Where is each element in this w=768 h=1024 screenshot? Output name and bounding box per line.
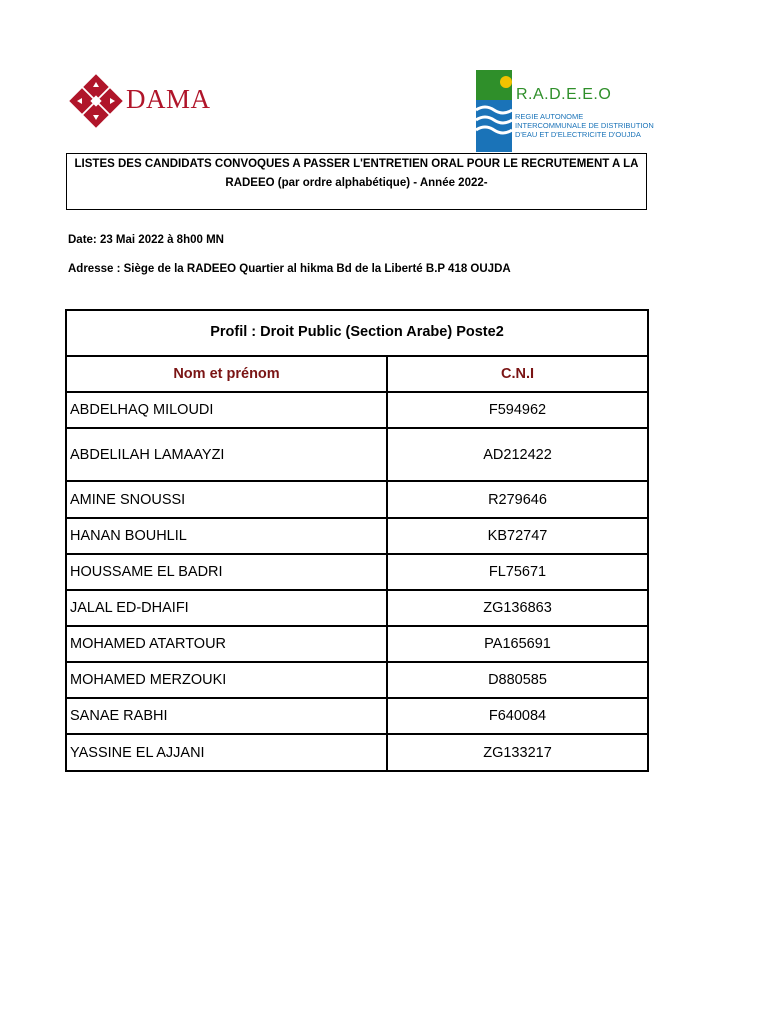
column-header-cni: C.N.I [500,366,535,382]
table-row [67,519,647,555]
candidate-name: MOHAMED MERZOUKI [67,663,388,697]
candidate-name: YASSINE EL AJJANI [67,735,388,770]
radeeo-logo [474,70,650,152]
candidate-cni: FL75671 [488,564,547,580]
candidate-name: ABDELHAQ MILOUDI [67,393,388,427]
profil-header: Profil : Droit Public (Section Arabe) Poste2 [67,311,647,357]
table-header-row [67,357,647,393]
table-row [67,699,647,735]
address-line: Adresse : Siège de la RADEEO Quartier al hikma Bd de la Liberté B.P 418 OUJDA [68,263,511,275]
column-header-name: Nom et prénom [67,357,388,391]
table-row [67,663,647,699]
candidate-name: JALAL ED-DHAIFI [67,591,388,625]
candidate-cni: KB72747 [487,528,548,544]
candidate-name: AMINE SNOUSSI [67,482,388,517]
candidate-name: HOUSSAME EL BADRI [67,555,388,589]
document-title-line1: LISTES DES CANDIDATS CONVOQUES A PASSER L'ENTRETIEN ORAL POUR LE RECRUTEMENT A LA [74,158,639,170]
candidate-name: HANAN BOUHLIL [67,519,388,553]
radeeo-logo-title: R.A.D.E.E.O [516,86,612,103]
table-row [67,555,647,591]
document-title [66,153,647,210]
candidate-cni: F594962 [488,402,547,418]
candidate-name: MOHAMED ATARTOUR [67,627,388,661]
candidate-cni: PA165691 [484,636,551,652]
table-row [67,429,647,482]
table-row [67,393,647,429]
candidate-cni: F640084 [488,708,547,724]
candidate-name: SANAE RABHI [67,699,388,733]
candidate-cni: AD212422 [483,446,552,463]
candidates-table [65,309,649,772]
candidate-name: ABDELILAH LAMAAYZI [67,429,388,480]
document-title-line2: RADEEO (par ordre alphabétique) - Année 2022- [225,177,488,189]
date-line: Date: 23 Mai 2022 à 8h00 MN [68,234,224,246]
table-row [67,735,647,770]
table-row [67,482,647,519]
candidate-cni: ZG136863 [483,600,552,616]
table-row [67,591,647,627]
candidate-cni: D880585 [488,672,547,688]
candidate-cni: R279646 [488,491,547,508]
candidate-cni: ZG133217 [483,744,552,761]
table-row [67,627,647,663]
dama-logo-text: DAMA [126,84,211,114]
radeeo-logo-subtitle: REGIE AUTONOME INTERCOMMUNALE DE DISTRIBUTION D'EAU ET D'ELECTRICITE D'OUJDA [515,112,654,139]
